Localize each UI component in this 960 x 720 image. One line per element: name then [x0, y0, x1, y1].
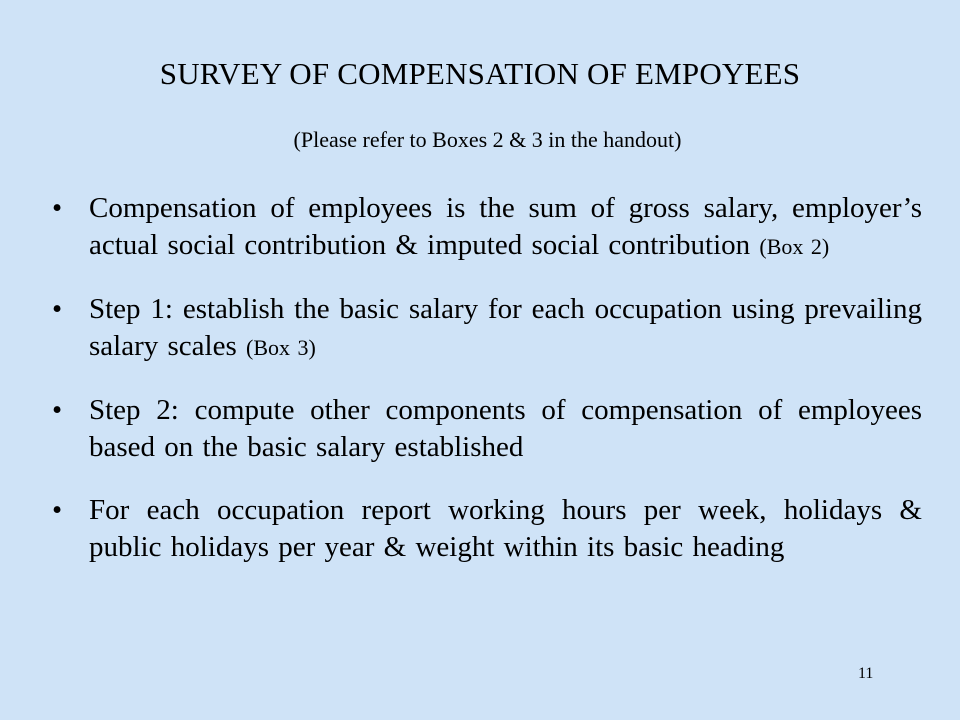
bullet-dot-icon: •	[52, 394, 63, 426]
bullet-text: For each occupation report working hours per week, holidays & public holidays per year & weight within its basic heading	[89, 494, 922, 563]
bullet-dot-icon: •	[52, 494, 63, 526]
slide-subtitle: (Please refer to Boxes 2 & 3 in the handout)	[293, 127, 682, 152]
page-number: 11	[858, 665, 874, 682]
bullet-text: Step 1: establish the basic salary for each occupation using prevailing salary scales	[89, 293, 922, 362]
bullet-item	[52, 190, 922, 265]
bullet-note: (Box 2)	[759, 234, 830, 259]
bullet-item	[52, 492, 922, 566]
bullet-list	[52, 190, 922, 592]
bullet-item	[52, 291, 922, 366]
bullet-text: Step 2: compute other components of compensation of employees based on the basic salary established	[89, 394, 922, 463]
bullet-text: Compensation of employees is the sum of gross salary, employer’s actual social contribution & imputed social contribution	[89, 192, 922, 261]
bullet-item	[52, 392, 922, 466]
slide-title: SURVEY OF COMPENSATION OF EMPOYEES	[159, 56, 801, 91]
bullet-dot-icon: •	[52, 192, 63, 224]
bullet-note: (Box 3)	[246, 335, 316, 360]
bullet-dot-icon: •	[52, 293, 63, 325]
